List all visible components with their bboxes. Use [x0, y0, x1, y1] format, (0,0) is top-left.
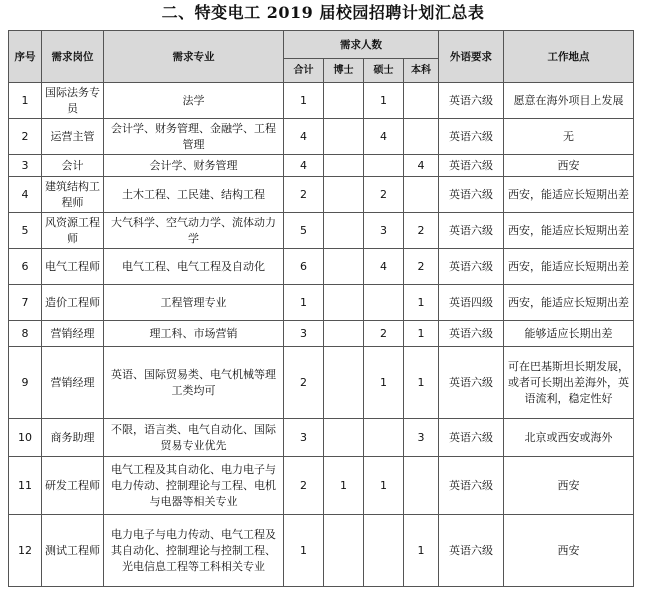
table-row: [9, 285, 634, 321]
location-cell: 西安: [504, 155, 634, 177]
header-seq: 序号: [9, 31, 42, 83]
seq-cell: 6: [9, 249, 42, 285]
phd-count-cell: [324, 213, 364, 249]
master-count-cell: 1: [364, 347, 404, 419]
location-cell: 西安，能适应长短期出差: [504, 285, 634, 321]
major-cell: 土木工程、工民建、结构工程: [104, 177, 284, 213]
table-row: [9, 321, 634, 347]
seq-cell: 8: [9, 321, 42, 347]
location-cell: 西安: [504, 457, 634, 515]
table-row: [9, 249, 634, 285]
master-count-cell: 1: [364, 457, 404, 515]
location-cell: 无: [504, 119, 634, 155]
total-count-cell: 2: [284, 347, 324, 419]
seq-cell: 3: [9, 155, 42, 177]
master-count-cell: 4: [364, 119, 404, 155]
position-cell: 运营主管: [42, 119, 104, 155]
total-count-cell: 4: [284, 155, 324, 177]
total-count-cell: 3: [284, 419, 324, 457]
header-master: 硕士: [364, 59, 404, 83]
language-cell: 英语六级: [439, 347, 504, 419]
seq-cell: 9: [9, 347, 42, 419]
position-cell: 会计: [42, 155, 104, 177]
phd-count-cell: [324, 155, 364, 177]
bachelor-count-cell: 1: [404, 347, 439, 419]
position-cell: 国际法务专员: [42, 83, 104, 119]
bachelor-count-cell: 1: [404, 285, 439, 321]
bachelor-count-cell: [404, 83, 439, 119]
seq-cell: 11: [9, 457, 42, 515]
total-count-cell: 5: [284, 213, 324, 249]
position-cell: 商务助理: [42, 419, 104, 457]
total-count-cell: 1: [284, 285, 324, 321]
major-cell: 电气工程、电气工程及自动化: [104, 249, 284, 285]
seq-cell: 4: [9, 177, 42, 213]
location-cell: 愿意在海外项目上发展: [504, 83, 634, 119]
bachelor-count-cell: 3: [404, 419, 439, 457]
major-cell: 法学: [104, 83, 284, 119]
phd-count-cell: [324, 515, 364, 587]
master-count-cell: 3: [364, 213, 404, 249]
master-count-cell: 2: [364, 321, 404, 347]
seq-cell: 10: [9, 419, 42, 457]
total-count-cell: 6: [284, 249, 324, 285]
bachelor-count-cell: [404, 457, 439, 515]
language-cell: 英语六级: [439, 119, 504, 155]
bachelor-count-cell: [404, 177, 439, 213]
bachelor-count-cell: 1: [404, 321, 439, 347]
master-count-cell: 2: [364, 177, 404, 213]
seq-cell: 12: [9, 515, 42, 587]
table-row: [9, 177, 634, 213]
table-row: [9, 119, 634, 155]
seq-cell: 2: [9, 119, 42, 155]
master-count-cell: [364, 285, 404, 321]
major-cell: 会计学、财务管理: [104, 155, 284, 177]
bachelor-count-cell: 2: [404, 249, 439, 285]
table-row: [9, 515, 634, 587]
major-cell: 电力电子与电力传动、电气工程及其自动化、控制理论与控制工程、光电信息工程等工科相关专业: [104, 515, 284, 587]
location-cell: 西安: [504, 515, 634, 587]
table-row: [9, 457, 634, 515]
language-cell: 英语四级: [439, 285, 504, 321]
phd-count-cell: 1: [324, 457, 364, 515]
language-cell: 英语六级: [439, 213, 504, 249]
phd-count-cell: [324, 419, 364, 457]
position-cell: 造价工程师: [42, 285, 104, 321]
total-count-cell: 2: [284, 177, 324, 213]
master-count-cell: [364, 515, 404, 587]
table-body: [9, 83, 634, 587]
language-cell: 英语六级: [439, 515, 504, 587]
location-cell: 能够适应长期出差: [504, 321, 634, 347]
bachelor-count-cell: 4: [404, 155, 439, 177]
page-title: 二、特变电工 2019 届校园招聘计划汇总表: [161, 3, 485, 22]
phd-count-cell: [324, 347, 364, 419]
header-phd: 博士: [324, 59, 364, 83]
header-bachelor: 本科: [404, 59, 439, 83]
total-count-cell: 4: [284, 119, 324, 155]
phd-count-cell: [324, 285, 364, 321]
bachelor-count-cell: 2: [404, 213, 439, 249]
location-cell: 可在巴基斯坦长期发展，或者可长期出差海外，英语流利，稳定性好: [504, 347, 634, 419]
phd-count-cell: [324, 249, 364, 285]
master-count-cell: [364, 155, 404, 177]
major-cell: 英语、国际贸易类、电气机械等理工类均可: [104, 347, 284, 419]
language-cell: 英语六级: [439, 155, 504, 177]
total-count-cell: 1: [284, 515, 324, 587]
total-count-cell: 1: [284, 83, 324, 119]
position-cell: 研发工程师: [42, 457, 104, 515]
bachelor-count-cell: [404, 119, 439, 155]
header-position: 需求岗位: [42, 31, 104, 83]
position-cell: 电气工程师: [42, 249, 104, 285]
header-major: 需求专业: [104, 31, 284, 83]
table-row: [9, 155, 634, 177]
location-cell: 西安，能适应长短期出差: [504, 213, 634, 249]
master-count-cell: 1: [364, 83, 404, 119]
master-count-cell: [364, 419, 404, 457]
seq-cell: 7: [9, 285, 42, 321]
language-cell: 英语六级: [439, 457, 504, 515]
language-cell: 英语六级: [439, 249, 504, 285]
phd-count-cell: [324, 119, 364, 155]
location-cell: 西安，能适应长短期出差: [504, 249, 634, 285]
language-cell: 英语六级: [439, 177, 504, 213]
major-cell: 理工科、市场营销: [104, 321, 284, 347]
major-cell: 大气科学、空气动力学、流体动力学: [104, 213, 284, 249]
phd-count-cell: [324, 177, 364, 213]
header-location: 工作地点: [504, 31, 634, 83]
major-cell: 工程管理专业: [104, 285, 284, 321]
bachelor-count-cell: 1: [404, 515, 439, 587]
phd-count-cell: [324, 83, 364, 119]
location-cell: 西安，能适应长短期出差: [504, 177, 634, 213]
recruitment-table: [8, 30, 634, 587]
position-cell: 营销经理: [42, 347, 104, 419]
seq-cell: 5: [9, 213, 42, 249]
table-row: [9, 347, 634, 419]
total-count-cell: 2: [284, 457, 324, 515]
header-language: 外语要求: [439, 31, 504, 83]
table-row: [9, 419, 634, 457]
table-row: [9, 213, 634, 249]
major-cell: 会计学、财务管理、金融学、工程管理: [104, 119, 284, 155]
language-cell: 英语六级: [439, 321, 504, 347]
language-cell: 英语六级: [439, 419, 504, 457]
location-cell: 北京或西安或海外: [504, 419, 634, 457]
position-cell: 测试工程师: [42, 515, 104, 587]
position-cell: 建筑结构工程师: [42, 177, 104, 213]
master-count-cell: 4: [364, 249, 404, 285]
table-row: [9, 83, 634, 119]
position-cell: 风资源工程师: [42, 213, 104, 249]
seq-cell: 1: [9, 83, 42, 119]
total-count-cell: 3: [284, 321, 324, 347]
position-cell: 营销经理: [42, 321, 104, 347]
major-cell: 电气工程及其自动化、电力电子与电力传动、控制理论与工程、电机与电器等相关专业: [104, 457, 284, 515]
language-cell: 英语六级: [439, 83, 504, 119]
major-cell: 不限，语言类、电气自动化、国际贸易专业优先: [104, 419, 284, 457]
header-count-group: 需求人数: [284, 31, 439, 59]
phd-count-cell: [324, 321, 364, 347]
header-total: 合计: [284, 59, 324, 83]
